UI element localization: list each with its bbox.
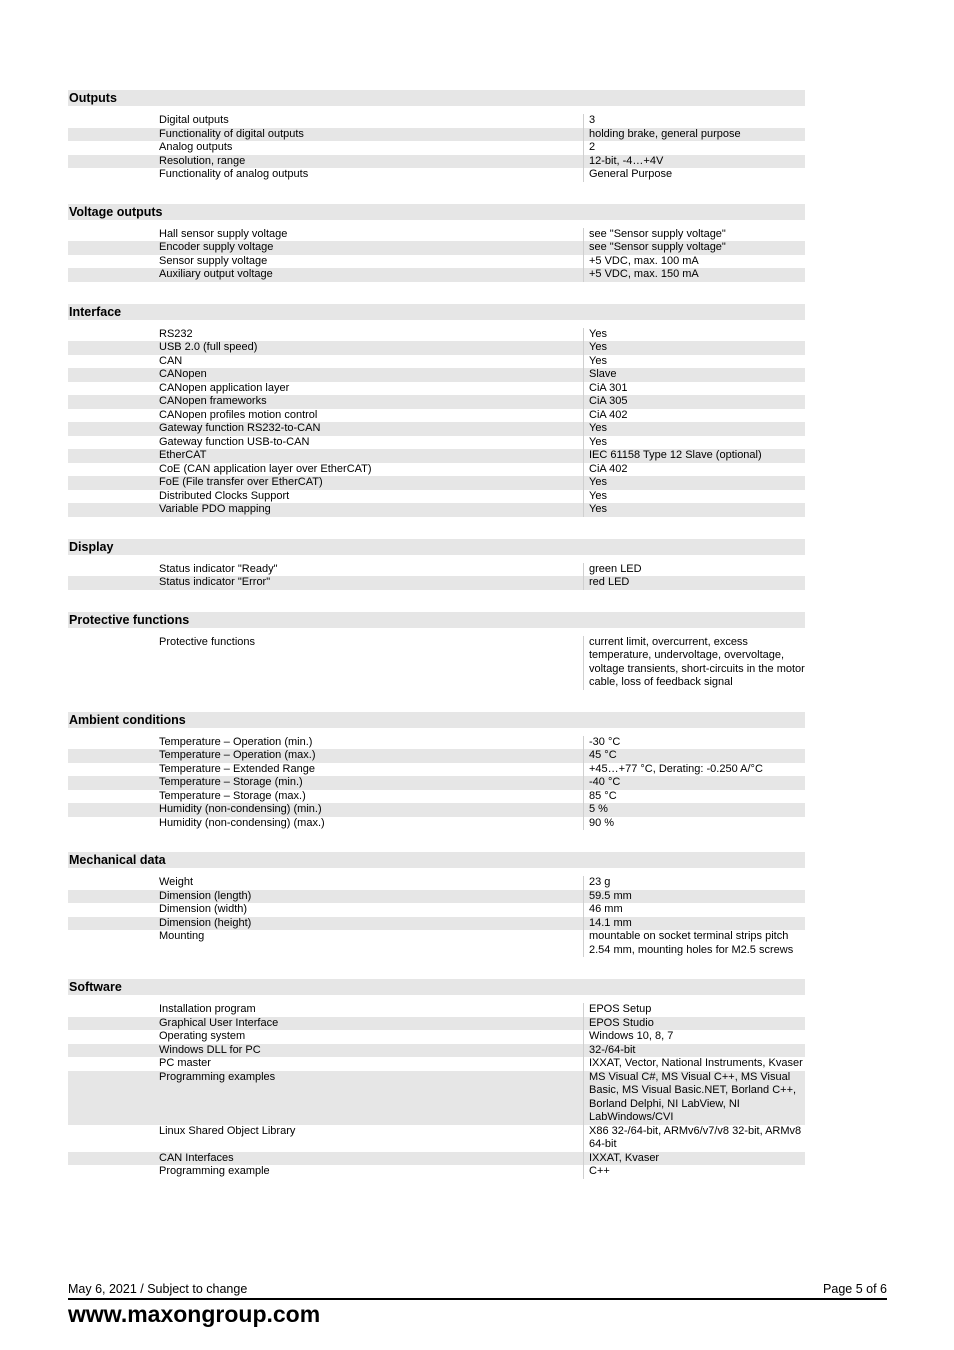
spec-row xyxy=(68,328,805,342)
spec-value: -40 °C xyxy=(583,776,805,790)
spec-label: Humidity (non-condensing) (max.) xyxy=(159,816,325,829)
spec-value: 59.5 mm xyxy=(583,890,805,904)
spec-label: Status indicator "Ready" xyxy=(159,562,278,575)
spec-value: holding brake, general purpose xyxy=(583,128,805,142)
spec-label: PC master xyxy=(159,1057,211,1069)
spec-row xyxy=(68,917,805,931)
spec-row xyxy=(68,890,805,904)
spec-row xyxy=(68,1071,805,1125)
spec-value: CiA 402 xyxy=(583,463,805,477)
spec-value: Yes xyxy=(583,490,805,504)
spec-value: 45 °C xyxy=(583,749,805,763)
spec-label: Programming examples xyxy=(159,1070,276,1083)
spec-label: Functionality of analog outputs xyxy=(159,168,309,180)
spec-section xyxy=(68,852,805,957)
spec-row xyxy=(68,476,805,490)
spec-row xyxy=(68,1165,805,1179)
spec-row xyxy=(68,1044,805,1058)
spec-value: +5 VDC, max. 100 mA xyxy=(583,255,805,269)
spec-row xyxy=(68,736,805,750)
spec-label: USB 2.0 (full speed) xyxy=(159,341,258,353)
spec-row xyxy=(68,341,805,355)
spec-value: MS Visual C#, MS Visual C++, MS Visual Basic, MS Visual Basic.NET, Borland C++, Borland Delphi, NI LabView, NI LabWindows/CVI xyxy=(583,1071,805,1125)
spec-value: Yes xyxy=(583,476,805,490)
section-title: Voltage outputs xyxy=(68,204,805,220)
spec-value: see "Sensor supply voltage" xyxy=(583,228,805,242)
section-title: Ambient conditions xyxy=(68,712,805,728)
spec-row xyxy=(68,749,805,763)
spec-value: Yes xyxy=(583,422,805,436)
spec-row xyxy=(68,1003,805,1017)
spec-value: 3 xyxy=(583,114,805,128)
spec-row xyxy=(68,449,805,463)
spec-row xyxy=(68,255,805,269)
spec-section xyxy=(68,712,805,831)
spec-row xyxy=(68,1057,805,1071)
spec-label: Sensor supply voltage xyxy=(159,254,268,267)
spec-row xyxy=(68,395,805,409)
spec-row xyxy=(68,355,805,369)
spec-value: Yes xyxy=(583,355,805,369)
spec-value: see "Sensor supply voltage" xyxy=(583,241,805,255)
spec-row xyxy=(68,1030,805,1044)
spec-value: CiA 305 xyxy=(583,395,805,409)
spec-value: Windows 10, 8, 7 xyxy=(583,1030,805,1044)
spec-label: Analog outputs xyxy=(159,141,233,153)
spec-value: EPOS Studio xyxy=(583,1017,805,1031)
spec-value: CiA 402 xyxy=(583,409,805,423)
spec-row xyxy=(68,776,805,790)
spec-row xyxy=(68,1152,805,1166)
spec-label: Status indicator "Error" xyxy=(159,576,271,588)
spec-section xyxy=(68,304,805,517)
spec-value: IXXAT, Kvaser xyxy=(583,1152,805,1166)
spec-row xyxy=(68,876,805,890)
spec-label: Protective functions xyxy=(159,635,255,648)
spec-value: +45…+77 °C, Derating: -0.250 A/°C xyxy=(583,763,805,777)
spec-label: Installation program xyxy=(159,1003,256,1015)
spec-row xyxy=(68,490,805,504)
spec-label: Functionality of digital outputs xyxy=(159,127,304,140)
footer-line xyxy=(68,1281,887,1297)
spec-value: General Purpose xyxy=(583,168,805,182)
spec-label: Weight xyxy=(159,876,194,888)
spec-value: 2 xyxy=(583,141,805,155)
spec-row xyxy=(68,114,805,128)
spec-label: Windows DLL for PC xyxy=(159,1043,261,1056)
spec-value: green LED xyxy=(583,563,805,577)
spec-value: 14.1 mm xyxy=(583,917,805,931)
spec-label: Humidity (non-condensing) (min.) xyxy=(159,803,322,815)
spec-value: EPOS Setup xyxy=(583,1003,805,1017)
spec-row xyxy=(68,409,805,423)
spec-row xyxy=(68,228,805,242)
spec-section xyxy=(68,539,805,590)
footer-page-number: Page 5 of 6 xyxy=(823,1282,887,1296)
spec-row xyxy=(68,817,805,831)
spec-row xyxy=(68,503,805,517)
spec-row xyxy=(68,368,805,382)
spec-label: FoE (File transfer over EtherCAT) xyxy=(159,476,323,488)
spec-value: 12-bit, -4…+4V xyxy=(583,155,805,169)
spec-label: Distributed Clocks Support xyxy=(159,489,290,502)
spec-row xyxy=(68,930,805,957)
spec-row xyxy=(68,268,805,282)
spec-value: +5 VDC, max. 150 mA xyxy=(583,268,805,282)
spec-label: CANopen profiles motion control xyxy=(159,408,318,421)
spec-row xyxy=(68,790,805,804)
spec-value: mountable on socket terminal strips pitch 2.54 mm, mounting holes for M2.5 screws xyxy=(583,930,805,957)
spec-label: Operating system xyxy=(159,1030,246,1042)
spec-section xyxy=(68,204,805,282)
spec-value: Yes xyxy=(583,436,805,450)
spec-value: Yes xyxy=(583,328,805,342)
spec-row xyxy=(68,141,805,155)
spec-label: Linux Shared Object Library xyxy=(159,1124,296,1137)
spec-row xyxy=(68,463,805,477)
spec-row xyxy=(68,128,805,142)
page-footer xyxy=(68,1281,887,1328)
spec-label: Temperature – Storage (max.) xyxy=(159,789,306,802)
spec-label: RS232 xyxy=(159,327,193,340)
spec-label: CANopen frameworks xyxy=(159,395,267,407)
spec-label: Hall sensor supply voltage xyxy=(159,227,288,240)
spec-value: red LED xyxy=(583,576,805,590)
section-title: Protective functions xyxy=(68,612,805,628)
section-title: Software xyxy=(68,979,805,995)
spec-label: Temperature – Operation (min.) xyxy=(159,735,313,748)
spec-label: Graphical User Interface xyxy=(159,1016,279,1029)
spec-row xyxy=(68,563,805,577)
spec-value: C++ xyxy=(583,1165,805,1179)
spec-row xyxy=(68,382,805,396)
spec-row xyxy=(68,576,805,590)
spec-row xyxy=(68,763,805,777)
spec-label: Dimension (length) xyxy=(159,889,252,902)
spec-label: CAN Interfaces xyxy=(159,1151,234,1164)
spec-value: current limit, overcurrent, excess temperature, undervoltage, overvoltage, voltage transients, short-circuits in the motor cable, loss of feedback signal xyxy=(583,636,805,690)
spec-row xyxy=(68,241,805,255)
spec-label: CANopen application layer xyxy=(159,381,290,394)
spec-label: Dimension (height) xyxy=(159,916,252,929)
spec-value: Yes xyxy=(583,503,805,517)
spec-value: Yes xyxy=(583,341,805,355)
spec-row xyxy=(68,1017,805,1031)
spec-value: 46 mm xyxy=(583,903,805,917)
spec-value: -30 °C xyxy=(583,736,805,750)
spec-value: CiA 301 xyxy=(583,382,805,396)
footer-date-note: May 6, 2021 / Subject to change xyxy=(68,1282,248,1296)
spec-label: Auxiliary output voltage xyxy=(159,268,273,280)
spec-value: IEC 61158 Type 12 Slave (optional) xyxy=(583,449,805,463)
spec-section xyxy=(68,612,805,690)
spec-value: 5 % xyxy=(583,803,805,817)
footer-website: www.maxongroup.com xyxy=(68,1300,321,1327)
section-title: Interface xyxy=(68,304,805,320)
spec-row xyxy=(68,422,805,436)
spec-label: Mounting xyxy=(159,930,205,942)
spec-row xyxy=(68,436,805,450)
spec-label: Encoder supply voltage xyxy=(159,241,274,253)
spec-row xyxy=(68,1125,805,1152)
spec-row xyxy=(68,636,805,690)
spec-label: EtherCAT xyxy=(159,449,207,461)
spec-value: 32-/64-bit xyxy=(583,1044,805,1058)
spec-row xyxy=(68,903,805,917)
spec-value: 23 g xyxy=(583,876,805,890)
spec-label: CAN xyxy=(159,354,183,367)
spec-label: Gateway function USB-to-CAN xyxy=(159,435,310,448)
spec-value: 85 °C xyxy=(583,790,805,804)
spec-row xyxy=(68,155,805,169)
spec-value: Slave xyxy=(583,368,805,382)
spec-label: Temperature – Extended Range xyxy=(159,762,315,775)
spec-label: CANopen xyxy=(159,368,207,380)
spec-sections xyxy=(68,90,805,1201)
spec-label: Resolution, range xyxy=(159,154,246,167)
spec-row xyxy=(68,803,805,817)
section-title: Display xyxy=(68,539,805,555)
spec-label: Temperature – Operation (max.) xyxy=(159,749,316,761)
spec-label: CoE (CAN application layer over EtherCAT) xyxy=(159,462,372,475)
spec-label: Dimension (width) xyxy=(159,903,248,915)
spec-value: X86 32-/64-bit, ARMv6/v7/v8 32-bit, ARMv8 64-bit xyxy=(583,1125,805,1152)
spec-label: Variable PDO mapping xyxy=(159,503,271,515)
spec-value: IXXAT, Vector, National Instruments, Kvaser xyxy=(583,1057,805,1071)
spec-label: Temperature – Storage (min.) xyxy=(159,776,303,788)
spec-label: Digital outputs xyxy=(159,114,229,126)
spec-section xyxy=(68,979,805,1179)
spec-label: Gateway function RS232-to-CAN xyxy=(159,422,321,434)
spec-section xyxy=(68,90,805,182)
section-title: Mechanical data xyxy=(68,852,805,868)
spec-value: 90 % xyxy=(583,817,805,831)
spec-row xyxy=(68,168,805,182)
spec-label: Programming example xyxy=(159,1165,270,1177)
section-title: Outputs xyxy=(68,90,805,106)
